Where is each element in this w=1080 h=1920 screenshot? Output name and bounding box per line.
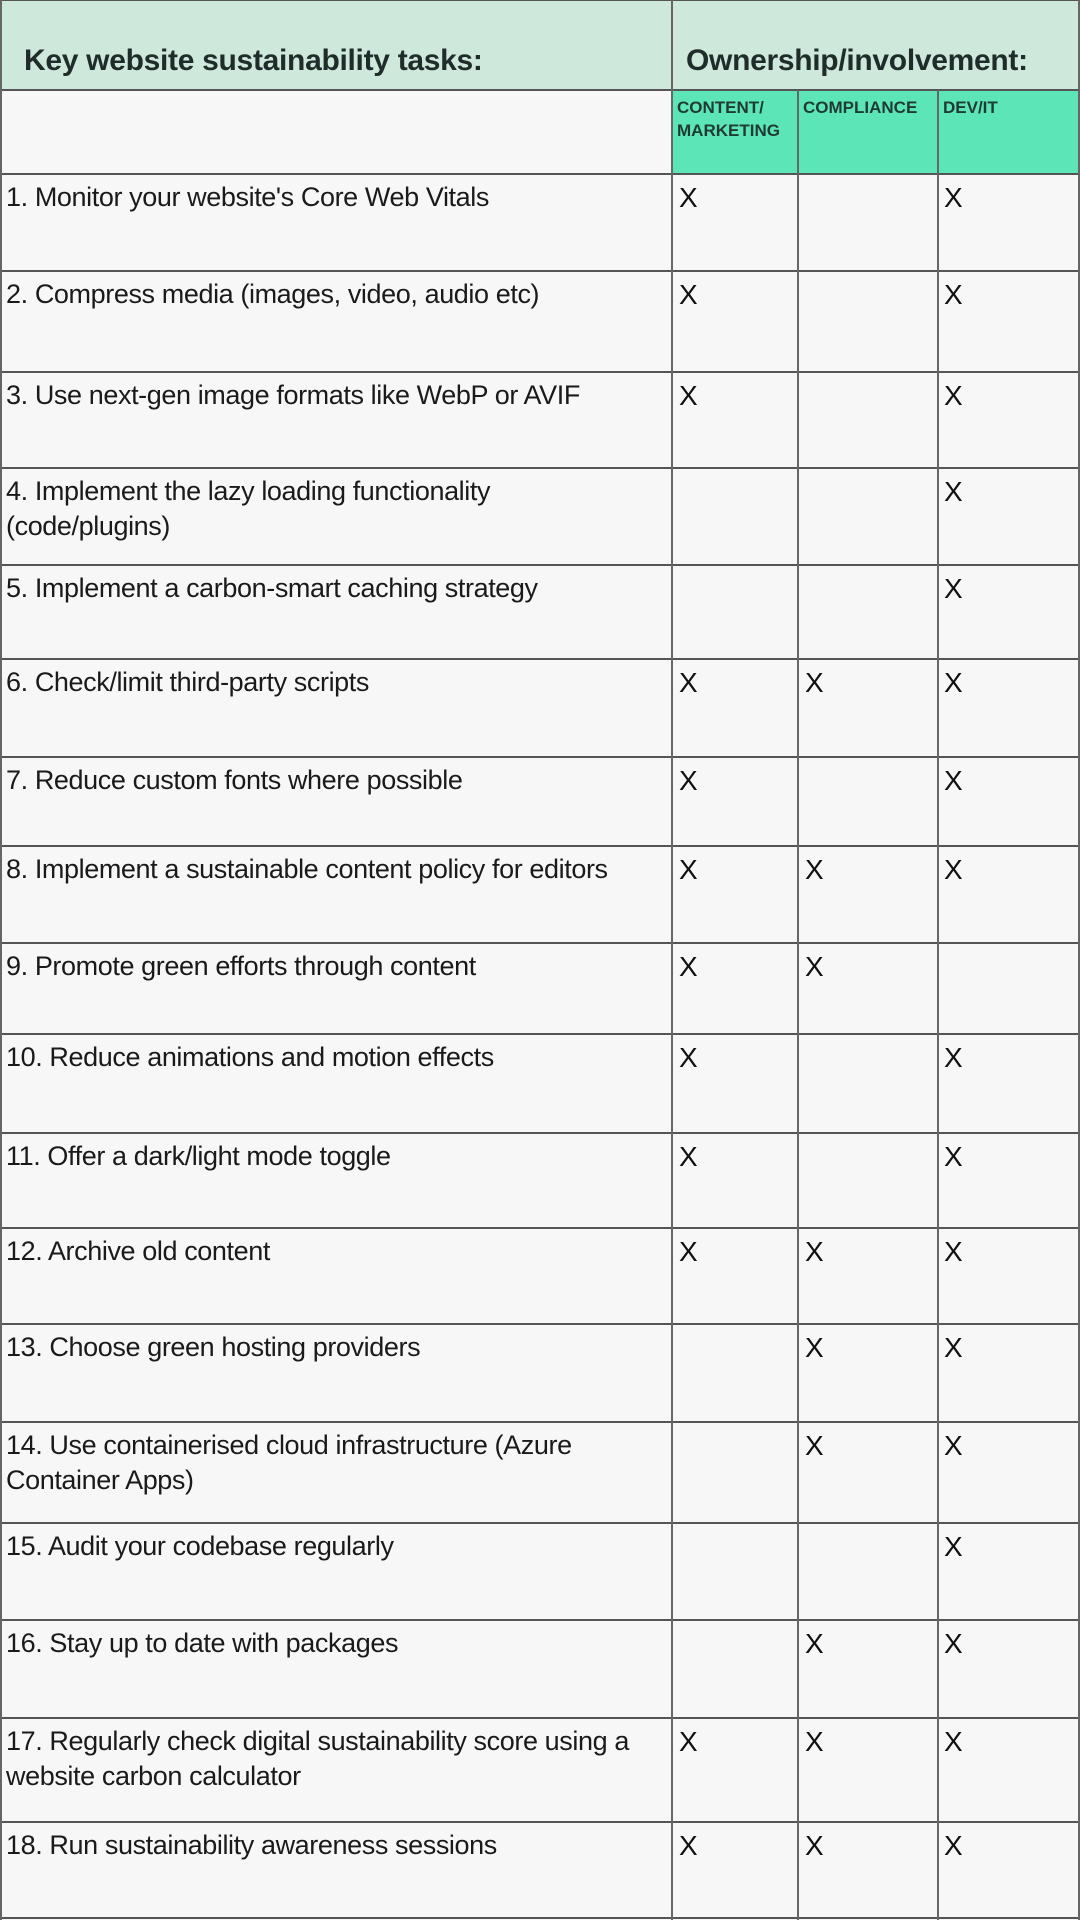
involvement-mark-dev: X	[944, 1141, 963, 1172]
grid-line	[671, 0, 673, 1920]
task-label: 8. Implement a sustainable content policy for editors	[6, 854, 608, 884]
involvement-mark-dev: X	[944, 1332, 963, 1363]
table-row	[0, 1228, 1080, 1324]
involvement-mark-dev: X	[944, 667, 963, 698]
grid-line	[0, 467, 1080, 469]
table-row	[0, 1034, 1080, 1133]
involvement-mark-content: X	[679, 1042, 698, 1073]
involvement-mark-content: X	[679, 1830, 698, 1861]
task-label: 2. Compress media (images, video, audio etc)	[6, 279, 540, 309]
involvement-mark-dev: X	[944, 380, 963, 411]
involvement-mark-content: X	[679, 951, 698, 982]
grid-line	[0, 0, 2, 1920]
grid-line	[0, 270, 1080, 272]
table-row	[0, 1324, 1080, 1422]
table-row	[0, 1133, 1080, 1228]
involvement-mark-compliance: X	[805, 1726, 824, 1757]
grid-line	[0, 1421, 1080, 1423]
involvement-mark-dev: X	[944, 573, 963, 604]
task-label: 11. Offer a dark/light mode toggle	[6, 1141, 391, 1171]
involvement-mark-compliance: X	[805, 1332, 824, 1363]
involvement-mark-content: X	[679, 667, 698, 698]
grid-line	[0, 756, 1080, 758]
involvement-mark-compliance: X	[805, 1628, 824, 1659]
grid-line	[0, 1522, 1080, 1524]
role-dev-it: DEV/IT	[943, 98, 998, 117]
involvement-mark-content: X	[679, 1141, 698, 1172]
involvement-mark-content: X	[679, 279, 698, 310]
grid-line	[0, 1619, 1080, 1621]
grid-line	[0, 89, 671, 91]
involvement-mark-content: X	[679, 380, 698, 411]
involvement-mark-compliance: X	[805, 667, 824, 698]
table-row	[0, 1718, 1080, 1822]
table-row	[0, 1620, 1080, 1718]
task-label: 15. Audit your codebase regularly	[6, 1531, 394, 1561]
grid-line	[0, 845, 1080, 847]
grid-line	[0, 658, 1080, 660]
task-label: 14. Use containerised cloud infrastructure (Azure Container Apps)	[6, 1430, 572, 1495]
table-row	[0, 659, 1080, 757]
involvement-mark-content: X	[679, 182, 698, 213]
involvement-mark-dev: X	[944, 1726, 963, 1757]
grid-line	[0, 1717, 1080, 1719]
grid-line	[0, 173, 1080, 175]
grid-line	[0, 1323, 1080, 1325]
task-label: 4. Implement the lazy loading functionality (code/plugins)	[6, 476, 491, 541]
task-label: 1. Monitor your website's Core Web Vitals	[6, 182, 489, 212]
table-row	[0, 372, 1080, 468]
involvement-mark-dev: X	[944, 1430, 963, 1461]
table-row	[0, 271, 1080, 372]
involvement-mark-content: X	[679, 1236, 698, 1267]
involvement-mark-content: X	[679, 1726, 698, 1757]
grid-line	[0, 942, 1080, 944]
involvement-mark-dev: X	[944, 1531, 963, 1562]
role-compliance: COMPLIANCE	[803, 98, 918, 117]
table-row	[0, 565, 1080, 659]
grid-line	[0, 0, 1080, 1]
tasks-title: Key website sustainability tasks:	[24, 44, 483, 77]
task-label: 6. Check/limit third-party scripts	[6, 667, 369, 697]
involvement-mark-compliance: X	[805, 1236, 824, 1267]
grid-line	[0, 1821, 1080, 1823]
grid-line	[671, 89, 1080, 91]
involvement-mark-content: X	[679, 854, 698, 885]
grid-line	[0, 1227, 1080, 1229]
grid-line	[0, 371, 1080, 373]
involvement-mark-dev: X	[944, 1830, 963, 1861]
grid-line	[0, 1033, 1080, 1035]
task-label: 12. Archive old content	[6, 1236, 270, 1266]
involvement-mark-dev: X	[944, 854, 963, 885]
involvement-mark-dev: X	[944, 1042, 963, 1073]
task-label: 16. Stay up to date with packages	[6, 1628, 399, 1658]
table-row	[0, 757, 1080, 846]
table-row	[0, 1523, 1080, 1620]
task-label: 13. Choose green hosting providers	[6, 1332, 421, 1362]
ownership-title: Ownership/involvement:	[686, 44, 1028, 77]
involvement-mark-compliance: X	[805, 951, 824, 982]
table-row	[0, 1422, 1080, 1523]
task-label: 9. Promote green efforts through content	[6, 951, 476, 981]
grid-line	[797, 90, 799, 1920]
grid-line	[0, 1132, 1080, 1134]
task-label: 3. Use next-gen image formats like WebP or AVIF	[6, 380, 580, 410]
involvement-mark-dev: X	[944, 765, 963, 796]
task-label: 17. Regularly check digital sustainability score using a website carbon calculator	[6, 1726, 629, 1791]
involvement-mark-compliance: X	[805, 1430, 824, 1461]
involvement-mark-compliance: X	[805, 854, 824, 885]
table-row	[0, 943, 1080, 1034]
table-row	[0, 468, 1080, 565]
grid-line	[0, 1917, 1080, 1919]
grid-line	[0, 564, 1080, 566]
involvement-mark-dev: X	[944, 279, 963, 310]
involvement-mark-dev: X	[944, 476, 963, 507]
task-label: 18. Run sustainability awareness sessions	[6, 1830, 497, 1860]
task-label: 7. Reduce custom fonts where possible	[6, 765, 463, 795]
table-row	[0, 846, 1080, 943]
grid-line	[937, 90, 939, 1920]
task-label: 5. Implement a carbon-smart caching strategy	[6, 573, 538, 603]
involvement-mark-dev: X	[944, 1628, 963, 1659]
table-row	[0, 174, 1080, 271]
involvement-mark-compliance: X	[805, 1830, 824, 1861]
role-content-marketing: CONTENT/ MARKETING	[677, 98, 780, 140]
table-row	[0, 1822, 1080, 1918]
involvement-mark-content: X	[679, 765, 698, 796]
task-label: 10. Reduce animations and motion effects	[6, 1042, 494, 1072]
involvement-mark-dev: X	[944, 182, 963, 213]
involvement-mark-dev: X	[944, 1236, 963, 1267]
